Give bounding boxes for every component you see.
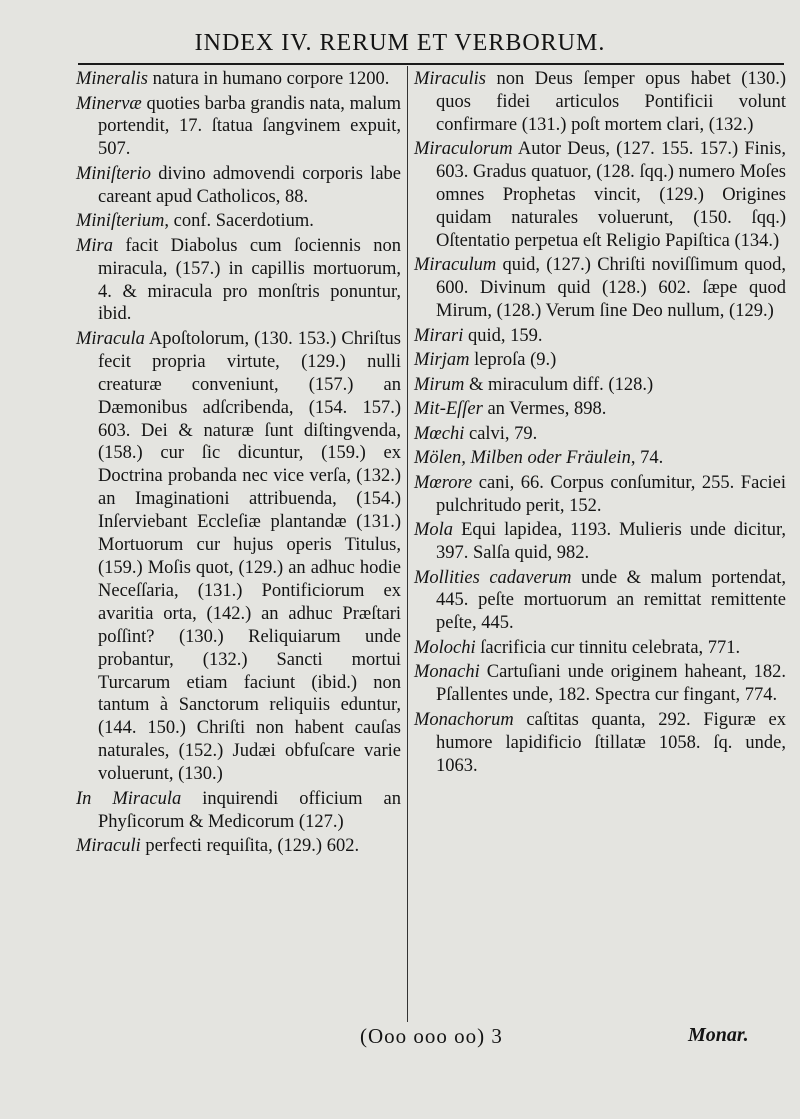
index-entry xyxy=(414,374,786,397)
index-entry xyxy=(76,68,401,91)
index-entry xyxy=(76,93,401,162)
index-text: quid, 159. xyxy=(463,325,543,346)
index-keyword: Mœchi xyxy=(414,423,465,444)
index-entry xyxy=(414,68,786,137)
index-keyword: Monachorum xyxy=(414,709,514,730)
index-entry xyxy=(414,325,786,348)
index-keyword: In Miracula xyxy=(76,788,182,809)
index-keyword: Monachi xyxy=(414,662,480,683)
index-keyword: Miracula xyxy=(76,328,145,349)
index-keyword: Mirum xyxy=(414,374,465,395)
index-text: , conf. Sacerdotium. xyxy=(164,211,314,232)
index-text: Autor Deus, (127. 155. 157.) Finis, 603. Gradus quatuor, (128. ſqq.) numero Moſes omnes Prophetas vincit, (129.) Origines quidam naturales voluerunt, (150. ſqq.) Oſtentatio perpetua eſt Religio Papiſtica (134.) xyxy=(436,139,786,251)
index-entry xyxy=(414,349,786,372)
index-text: Apoſtolorum, (130. 153.) Chriſtus fecit propria virtute, (129.) nulli creaturæ conveniunt, (157.) an Dæmonibus adſcribenda, (154. 157.) 603. Dei & naturæ ſunt diſtingvenda, (158.) cur ſic dicuntur, (159.) ex Doctrina probanda nec vice verſa, (132.) an Imaginationi attribuenda, (154.) Inſerviebant Eccleſiæ plantandæ (131.) Mortuorum cur hujus operis Titulus, (159.) Moſis quot, (129.) an adhuc hodie Neceſſaria, (131.) Pontificiorum ex avaritia orta, (142.) an adhuc Præſtari poſſint? (130.) Reliquiarum unde probantur, (132.) Sancti mortui Turcarum etiam faciunt (ibid.) non tantum à Sanctorum reliquiis eduntur, (144. 150.) Chriſti non habent cauſas naturales, (152.) Judæi obfuſcare varie voluerunt, (130.) xyxy=(98,328,401,785)
index-entry xyxy=(414,398,786,421)
index-entry xyxy=(76,210,401,233)
index-entry xyxy=(414,447,786,470)
index-entry xyxy=(414,423,786,446)
index-keyword: Molochi xyxy=(414,637,476,658)
running-head: INDEX IV. RERUM ET VERBORUM. xyxy=(194,30,606,56)
index-text: non Deus ſemper opus habet (130.) quos fidei articulos Pontificii volunt confirmare (131.) poſt mortem clari, (132.) xyxy=(436,69,786,135)
index-text: quoties barba grandis nata, malum portendit, 17. ſtatua ſangvinem expuit, 507. xyxy=(98,93,401,160)
index-text: calvi, 79. xyxy=(464,423,538,444)
index-keyword: Mollities cadaverum xyxy=(414,567,572,588)
index-entry xyxy=(414,709,786,778)
index-entry xyxy=(414,472,786,518)
catchword: Monar. xyxy=(688,1024,749,1046)
index-text: divino admovendi corporis labe careant apud Catholicos, 88. xyxy=(98,163,401,207)
index-keyword: Miraculum xyxy=(414,255,497,276)
index-text: Cartuſiani unde originem haheant, 182. Pſallentes unde, 182. Spectra cur fingant, 774. xyxy=(436,662,786,706)
index-keyword: Mirjam xyxy=(414,350,470,371)
index-entry xyxy=(76,328,401,786)
index-text: , 74. xyxy=(630,448,664,469)
index-keyword: Mœrore xyxy=(414,472,473,493)
index-keyword: Mira xyxy=(76,235,113,256)
index-entry xyxy=(76,163,401,209)
index-text: leproſa (9.) xyxy=(469,350,557,371)
index-keyword: Miniſterium xyxy=(76,211,165,232)
signature-mark: (Ooo ooo oo) 3 xyxy=(360,1024,503,1048)
index-entry xyxy=(414,567,786,636)
index-keyword: Minervæ xyxy=(76,93,142,114)
index-text: quid, (127.) Chriſti noviſſimum quod, 600. Divinum quid (128.) 602. ſæpe quod Mirum, (128.) Verum ſine Deo nullum, (129.) xyxy=(436,255,786,322)
index-entry xyxy=(414,661,786,707)
index-keyword: Miniſterio xyxy=(76,163,152,184)
index-keyword: Miraculi xyxy=(76,836,141,857)
index-entry xyxy=(414,637,786,660)
index-text: an Vermes, 898. xyxy=(482,399,607,420)
index-keyword: Mölen, Milben oder Fräulein xyxy=(414,448,631,469)
index-text: inquirendi officium an Phyſicorum & Medicorum (127.) xyxy=(98,788,401,832)
header-rule xyxy=(78,63,784,65)
index-text: perfecti requiſita, (129.) 602. xyxy=(140,836,360,857)
index-keyword: Mola xyxy=(414,520,454,541)
index-text: Equi lapidea, 1193. Mulieris unde dicitur, 397. Salſa quid, 982. xyxy=(436,520,786,564)
index-entry xyxy=(76,788,401,834)
index-text: & miraculum diff. (128.) xyxy=(464,374,654,395)
index-text: natura in humano corpore 1200. xyxy=(147,69,390,89)
index-text: unde & malum portendat, 445. peſte mortuorum an remittat remittente peſte, 445. xyxy=(436,567,786,634)
index-keyword: Mirari xyxy=(414,325,464,346)
index-entry xyxy=(76,835,401,858)
column-divider xyxy=(407,66,408,1022)
index-entry xyxy=(414,138,786,253)
index-keyword: Miraculis xyxy=(414,69,486,89)
index-entry xyxy=(76,235,401,327)
index-entry xyxy=(414,254,786,323)
index-text: cani, 66. Corpus conſumitur, 255. Faciei pulchritudo perit, 152. xyxy=(436,472,786,516)
index-keyword: Mineralis xyxy=(76,69,148,89)
left-column xyxy=(76,68,401,860)
right-column xyxy=(414,68,786,779)
index-keyword: Miraculorum xyxy=(414,139,513,160)
index-text: facit Diabolus cum ſociennis non miracula, (157.) in capillis mortuorum, 4. & miracula pro monſtris ponuntur, ibid. xyxy=(98,235,401,325)
index-entry xyxy=(414,519,786,565)
index-text: ſacrificia cur tinnitu celebrata, 771. xyxy=(475,637,741,658)
index-text: caſtitas quanta, 292. Figuræ ex humore lapidificio ſtillatæ 1058. ſq. unde, 1063. xyxy=(436,709,786,776)
index-keyword: Mit-Eſſer xyxy=(414,399,483,420)
